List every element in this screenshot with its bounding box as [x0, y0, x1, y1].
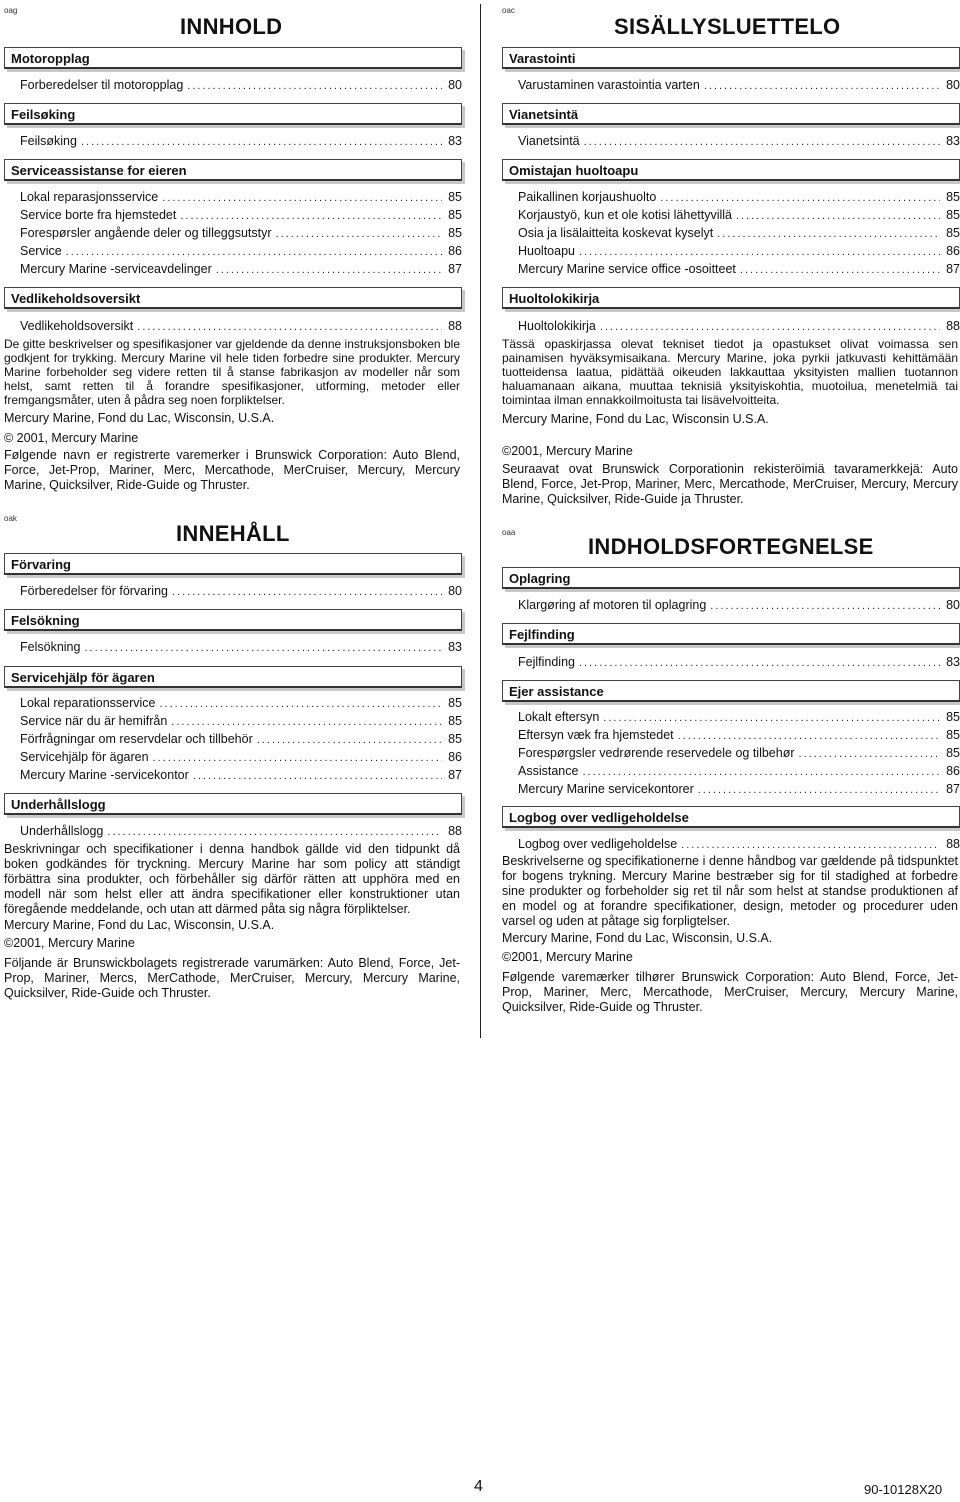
address-line: Mercury Marine, Fond du Lac, Wisconsin, U.S.A.	[4, 918, 275, 932]
section-header: Vianetsintä	[502, 103, 960, 125]
section-header: Förvaring	[4, 553, 462, 575]
section-title: INDHOLDSFORTEGNELSE	[588, 534, 874, 559]
toc-entry[interactable]: Vianetsintä ..... 83	[518, 133, 960, 150]
section-header: Varastointi	[502, 47, 960, 69]
toc-entry[interactable]: Mercury Marine service office -osoitteet ..... 87	[518, 261, 960, 278]
toc-entry[interactable]: Lokal reparationsservice ..... 85	[20, 695, 462, 712]
section-header: Logbog over vedligeholdelse	[502, 806, 960, 828]
disclaimer-paragraph: Tässä opaskirjassa olevat tekniset tiedot ja opastukset olivat voimassa sen painamisen hyväksymisaikana. Mercury Marine, joka pyrkii jatkuvasti kehittämään tuotteidensa laatua, pidättää oikeuden lakkauttaa yksityisten mallien tuotannon haluamanaan aikana, muuttaa teknisiä yksityiskohtia, muotoilua, menetelmiä tai toimintaa ilman ennakkoilmoitusta tai lisävelvoitteita.	[502, 337, 958, 407]
address-line: Mercury Marine, Fond du Lac, Wisconsin, U.S.A.	[4, 411, 275, 425]
toc-entry[interactable]: Lokal reparasjonsservice ..... 85	[20, 189, 462, 206]
trademarks-paragraph: Følgende navn er registrerte varemerker i Brunswick Corporation: Auto Blend, Force, Jet-Prop, Mariner, Merc, Mercathode, MerCruiser, Mercury, Mercury Marine, Quicksilver, Ride-Guide og Thruster.	[4, 448, 460, 492]
toc-entry[interactable]: Fejlfinding ..... 83	[518, 654, 960, 671]
section-header: Underhållslogg	[4, 793, 462, 815]
section-tag: oaa	[502, 528, 516, 537]
column-divider	[480, 4, 481, 1038]
toc-entry[interactable]: Service borte fra hjemstedet ..... 85	[20, 207, 462, 224]
address-line: Mercury Marine, Fond du Lac, Wisconsin, U.S.A.	[502, 931, 773, 945]
toc-entry[interactable]: Logbog over vedligeholdelse ..... 88	[518, 836, 960, 853]
toc-entry[interactable]: Mercury Marine -servicekontor ..... 87	[20, 767, 462, 784]
section-header: Feilsøking	[4, 103, 462, 125]
toc-entry[interactable]: Eftersyn væk fra hjemstedet ..... 85	[518, 727, 960, 744]
toc-entry[interactable]: Servicehjälp för ägaren ..... 86	[20, 749, 462, 766]
toc-entry[interactable]: Lokalt eftersyn ..... 85	[518, 709, 960, 726]
document-number: 90-10128X20	[864, 1482, 943, 1497]
page-number: 4	[474, 1478, 483, 1495]
section-tag: oag	[4, 6, 18, 15]
toc-entry[interactable]: Varustaminen varastointia varten ..... 80	[518, 77, 960, 94]
copyright-line: ©2001, Mercury Marine	[4, 936, 135, 950]
section-tag: oac	[502, 6, 515, 15]
toc-entry[interactable]: Mercury Marine -serviceavdelinger ..... 87	[20, 261, 462, 278]
copyright-line: © 2001, Mercury Marine	[4, 431, 139, 445]
section-header: Motoropplag	[4, 47, 462, 69]
toc-entry[interactable]: Paikallinen korjaushuolto ..... 85	[518, 189, 960, 206]
section-header: Vedlikeholdsoversikt	[4, 287, 462, 309]
trademarks-paragraph: Följande är Brunswickbolagets registrerade varumärken: Auto Blend, Force, Jet-Prop, Mariner, Mercs, MerCathode, MerCruiser, Mercury, Mercury Marine, Quicksilver, Ride-Guide och Thruster.	[4, 956, 460, 1000]
section-header: Felsökning	[4, 609, 462, 631]
toc-entry[interactable]: Assistance ..... 86	[518, 763, 960, 780]
address-line: Mercury Marine, Fond du Lac, Wisconsin U.S.A.	[502, 412, 769, 426]
copyright-line: ©2001, Mercury Marine	[502, 444, 633, 458]
toc-entry[interactable]: Huoltolokikirja ..... 88	[518, 318, 960, 335]
toc-entry[interactable]: Forberedelser til motoropplag ..... 80	[20, 77, 462, 94]
disclaimer-paragraph: Beskrivelserne og specifikationerne i denne håndbog var gældende på tidspunktet for bogens trykning. Mercury Marine bestræber sig for til stadighed at forbedre sine produkter og forbeholder sig ret til når som helst at standse produktionen af en model og at forandre specifikationer, design, metoder og procedurer uden varsel og uden at påtage sig forpligtelser.	[502, 854, 958, 928]
disclaimer-paragraph: Beskrivningar och specifikationer i denna handbok gällde vid den tidpunkt då boken godkändes för tryckning. Mercury Marine har som policy att ständigt förbättra sina produkter, och förbehåller sig därför rätten att upphöra med en modell när som helst eller att ändra specifikationer eller konstruktioner utan föregående meddelande, och utan att därmed påta sig några förpliktelser.	[4, 842, 460, 916]
toc-entry[interactable]: Service när du är hemifrån ..... 85	[20, 713, 462, 730]
toc-entry[interactable]: Osia ja lisälaitteita koskevat kyselyt ..... 85	[518, 225, 960, 242]
section-title: SISÄLLYSLUETTELO	[614, 14, 841, 39]
section-header: Oplagring	[502, 567, 960, 589]
toc-entry[interactable]: Feilsøking ..... 83	[20, 133, 462, 150]
section-header: Fejlfinding	[502, 623, 960, 645]
copyright-line: ©2001, Mercury Marine	[502, 950, 633, 964]
section-header: Servicehjälp för ägaren	[4, 666, 462, 688]
disclaimer-paragraph: De gitte beskrivelser og spesifikasjoner var gjeldende da denne instruksjonsboken ble godkjent for trykking. Mercury Marine vil hele tiden forbedre sine produkter. Mercury Marine forbeholder seg videre retten til å stanse fabrikasjon av modeller når som helst, samt retten til å forandre spesifikasjoner, utforming, metoder eller fremgangsmåter, uten å pådra seg noen forpliktelser.	[4, 337, 460, 407]
toc-entry[interactable]: Korjaustyö, kun et ole kotisi lähettyvillä ..... 85	[518, 207, 960, 224]
toc-entry[interactable]: Huoltoapu ..... 86	[518, 243, 960, 260]
toc-entry[interactable]: Underhållslogg ..... 88	[20, 823, 462, 840]
section-header: Serviceassistanse for eieren	[4, 159, 462, 181]
section-finnish	[502, 0, 960, 510]
toc-entry[interactable]: Service ..... 86	[20, 243, 462, 260]
toc-entry[interactable]: Förberedelser för förvaring ..... 80	[20, 583, 462, 600]
section-header: Huoltolokikirja	[502, 287, 960, 309]
section-swedish	[4, 512, 464, 1012]
toc-entry[interactable]: Mercury Marine servicekontorer ..... 87	[518, 781, 960, 798]
trademarks-paragraph: Følgende varemærker tilhører Brunswick Corporation: Auto Blend, Force, Jet-Prop, Mariner, Merc, Mercathode, MerCruiser, Mercury, Mercury Marine, Quicksilver, Ride-Guide og Thruster.	[502, 970, 958, 1014]
section-norwegian	[4, 0, 464, 500]
section-danish	[502, 512, 960, 1012]
section-title: INNEHÅLL	[176, 521, 290, 546]
toc-entry[interactable]: Förfrågningar om reservdelar och tillbehör ..... 85	[20, 731, 462, 748]
section-title: INNHOLD	[180, 14, 283, 39]
toc-entry[interactable]: Klargøring af motoren til oplagring ..... 80	[518, 597, 960, 614]
toc-entry[interactable]: Forespørsler angående deler og tilleggsutstyr ..... 85	[20, 225, 462, 242]
toc-entry[interactable]: Felsökning ..... 83	[20, 639, 462, 656]
section-tag: oak	[4, 514, 17, 523]
trademarks-paragraph: Seuraavat ovat Brunswick Corporationin rekisteröimiä tavaramerkkejä: Auto Blend, Force, Jet-Prop, Mariner, Merc, Mercathode, MerCruiser, Mercury, Mercury Marine, Quicksilver, Ride-Guide ja Thruster.	[502, 462, 958, 506]
section-header: Ejer assistance	[502, 680, 960, 702]
toc-entry[interactable]: Vedlikeholdsoversikt ..... 88	[20, 318, 462, 335]
section-header: Omistajan huoltoapu	[502, 159, 960, 181]
toc-entry[interactable]: Forespørgsler vedrørende reservedele og tilbehør ..... 85	[518, 745, 960, 762]
